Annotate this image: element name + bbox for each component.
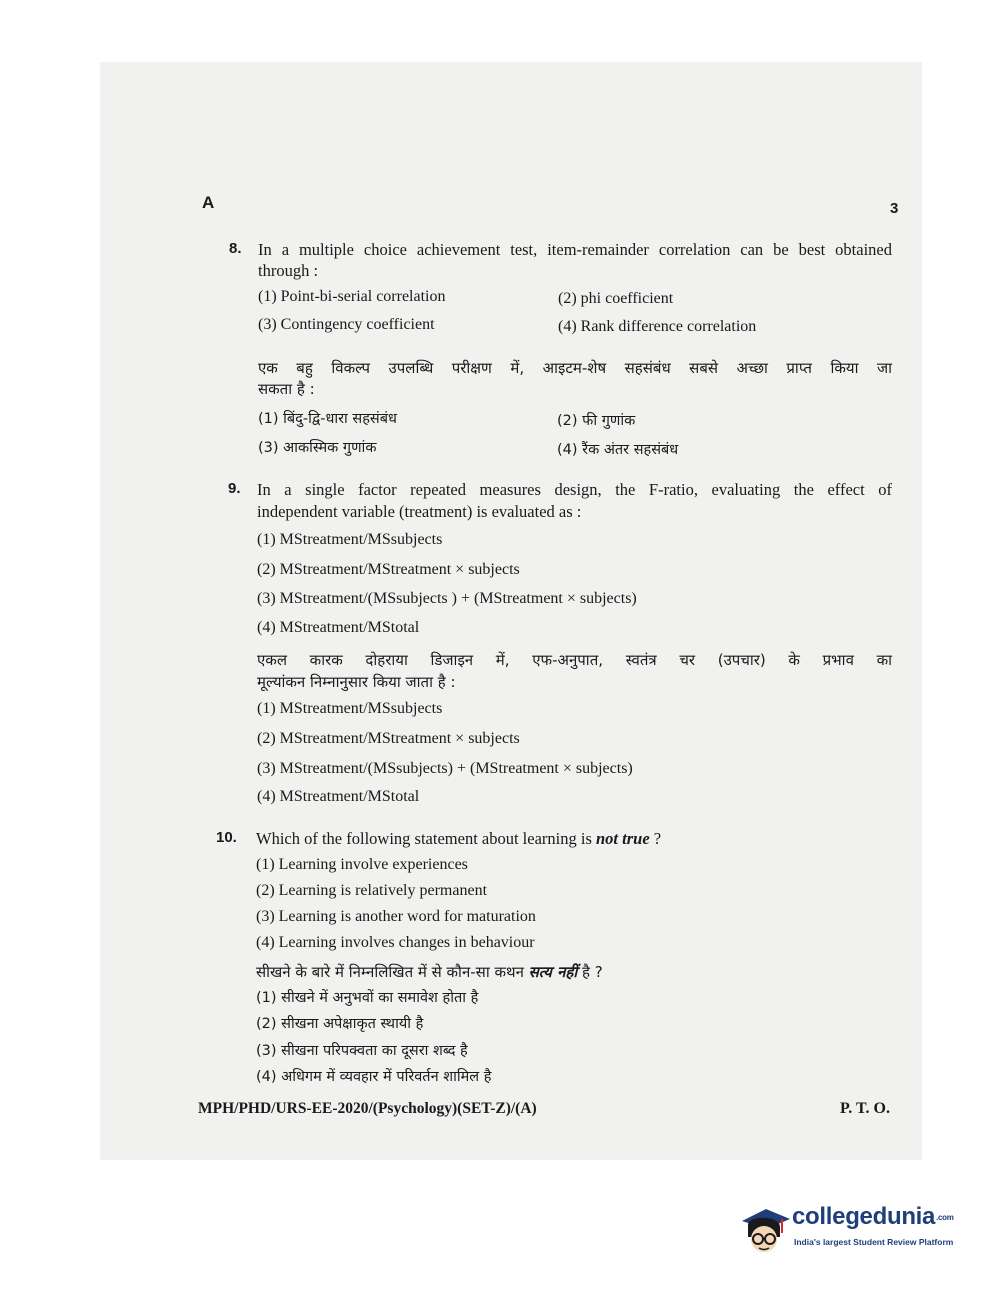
option-hi: (1) बिंदु-द्वि-धारा सहसंबंध [258,411,397,427]
question-number: 10. [216,829,237,846]
negation-emphasis: सत्य नहीं [528,963,578,981]
option-en: (3) MStreatment/(MSsubjects ) + (MStreatment × subjects) [257,590,637,607]
option-hi: (4) MStreatment/MStotal [257,788,420,805]
brand-wordmark: collegedunia [792,1203,936,1230]
question-text-en [256,828,661,850]
brand-tld: .com [936,1213,954,1223]
brand-tagline: India's largest Student Review Platform [794,1237,954,1247]
question-stem-end: ? [649,829,662,848]
question-text-en: In a single factor repeated measures design, the F-ratio, evaluating the effect of [257,480,892,499]
option-hi: (3) MStreatment/(MSsubjects) + (MStreatment × subjects) [257,760,633,777]
option-en: (1) MStreatment/MSsubjects [257,531,443,548]
option-en: (2) phi coefficient [558,290,674,307]
option-en: (1) Point-bi-serial correlation [258,288,446,305]
option-en: (4) MStreatment/MStotal [257,619,420,636]
question-text-hi-cont: मूल्यांकन निम्नानुसार किया जाता है : [257,673,456,691]
option-hi: (4) रैंक अंतर सहसंबंध [557,442,679,458]
option-en: (3) Contingency coefficient [258,316,435,333]
brand-name [792,1203,954,1231]
question-text-hi-cont: सकता है : [258,380,315,398]
question-stem: सीखने के बारे में निम्नलिखित में से कौन-सा कथन [256,963,529,981]
question-number: 8. [229,240,242,257]
option-hi: (2) फी गुणांक [557,413,636,429]
series-letter: A [202,193,215,212]
option-en: (2) MStreatment/MStreatment × subjects [257,561,520,578]
scanned-page [100,62,922,1160]
collegedunia-logo [736,1195,966,1257]
option-en: (3) Learning is another word for maturation [256,908,536,925]
question-stem: Which of the following statement about learning is [256,829,596,848]
negation-emphasis: not true [596,829,650,848]
option-en: (2) Learning is relatively permanent [256,882,488,899]
page-number: 3 [890,200,899,217]
question-text-hi: एकल कारक दोहराया डिजाइन में, एफ-अनुपात, स्वतंत्र चर (उपचार) के प्रभाव का [257,651,892,669]
pto-label: P. T. O. [840,1100,890,1117]
option-hi: (2) सीखना अपेक्षाकृत स्थायी है [256,1016,424,1032]
option-hi: (1) सीखने में अनुभवों का समावेश होता है [256,990,479,1006]
option-hi: (2) MStreatment/MStreatment × subjects [257,730,520,747]
option-hi: (4) अधिगम में व्यवहार में परिवर्तन शामिल है [256,1069,492,1085]
option-en: (1) Learning involve experiences [256,856,468,873]
option-en: (4) Learning involves changes in behaviour [256,934,535,951]
paper-code: MPH/PHD/URS-EE-2020/(Psychology)(SET-Z)/(A) [198,1100,537,1117]
option-hi: (1) MStreatment/MSsubjects [257,700,443,717]
student-mascot-icon [736,1197,792,1255]
option-en: (4) Rank difference correlation [558,318,757,335]
question-text-en-cont: independent variable (treatment) is evaluated as : [257,502,582,521]
question-number: 9. [228,480,241,497]
option-hi: (3) आकस्मिक गुणांक [258,440,377,456]
question-text-en-cont: through : [258,261,319,280]
question-stem-end: है ? [577,963,603,981]
question-text-hi [256,960,603,984]
option-hi: (3) सीखना परिपक्वता का दूसरा शब्द है [256,1043,468,1059]
question-text-hi: एक बहु विकल्प उपलब्धि परीक्षण में, आइटम-शेष सहसंबंध सबसे अच्छा प्राप्त किया जा [258,359,892,377]
question-text-en: In a multiple choice achievement test, item-remainder correlation can be best obtained [258,240,892,259]
